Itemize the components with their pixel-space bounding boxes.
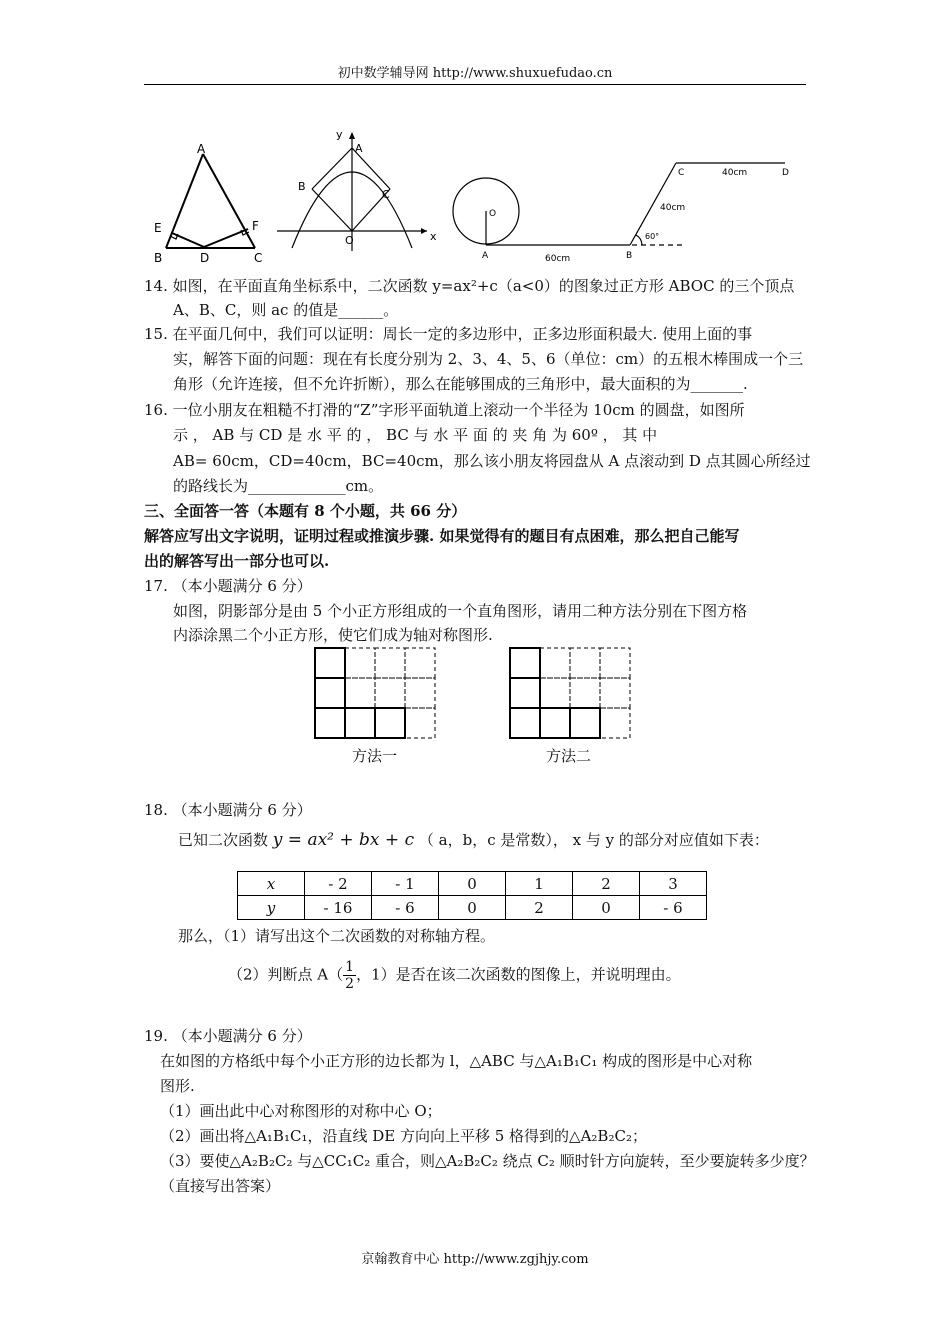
label-b2: B [298, 180, 306, 193]
table-cell: x [238, 872, 305, 896]
table-cell: - 6 [640, 896, 707, 920]
table-row-y [238, 896, 707, 920]
fraction-denominator: 2 [345, 976, 355, 992]
q19-line2: 图形. [160, 1077, 195, 1095]
q19-head: 19. （本小题满分 6 分） [144, 1027, 312, 1045]
table-cell: 1 [506, 872, 573, 896]
label-angle: 60° [645, 232, 660, 241]
table-cell: - 16 [305, 896, 372, 920]
q16-line4: 的路线长为_____________cm。 [173, 477, 384, 495]
fraction-numerator: 1 [345, 959, 355, 975]
q16-line3: AB= 60cm，CD=40cm，BC=40cm，那么该小朋友将园盘从 A 点滚动到 D 点其圆心所经过 [173, 452, 811, 470]
q18-formula: y = ax² + bx + c [272, 830, 415, 850]
label-c: C [254, 251, 263, 265]
q18-intro [178, 829, 769, 851]
table-cell: 2 [573, 872, 640, 896]
grid-method-1 [314, 646, 438, 740]
table-cell: 2 [506, 896, 573, 920]
label-a2: A [355, 142, 363, 155]
xy-value-table [237, 871, 707, 920]
label-o2: O [345, 234, 354, 247]
label-b3: B [626, 251, 633, 261]
q19-part4: （直接写出答案） [160, 1177, 281, 1195]
fraction-one-half [343, 959, 356, 992]
q16-line1: 16. 一位小朋友在粗糙不打滑的“Z”字形平面轨道上滚动一个半径为 10cm 的圆盘，如图所 [144, 401, 745, 419]
page-header: 初中数学辅导网 http://www.shuxuefudao.cn [337, 66, 613, 81]
label-y: y [336, 128, 343, 141]
q14-line1: 14. 如图，在平面直角坐标系中，二次函数 y=ax²+c（a<0）的图象过正方形 ABOC 的三个顶点 [144, 277, 795, 295]
q19-part1: （1）画出此中心对称图形的对称中心 O； [160, 1102, 442, 1120]
page-footer: 京翰教育中心 http://www.zgjhjy.com [361, 1252, 589, 1267]
q18-part2-b: ，1）是否在该二次函数的图像上，并说明理由。 [356, 965, 681, 984]
q18-intro-c: x 与 y 的部分对应值如下表： [572, 831, 769, 849]
table-cell: y [238, 896, 305, 920]
q19-part2: （2）画出将△A₁B₁C₁，沿直线 DE 方向向上平移 5 格得到的△A₂B₂C₂； [160, 1127, 647, 1145]
parabola-figure [272, 126, 442, 256]
label-e: E [154, 221, 162, 235]
label-b: B [154, 251, 163, 265]
q18-intro-b: （ a，b，c 是常数）， [418, 831, 568, 849]
q16-line2: 示 ， AB 与 CD 是 水 平 的 ， BC 与 水 平 面 的 夹 角 为 60º ， 其 中 [173, 426, 658, 444]
label-d: D [200, 251, 210, 265]
label-d3: D [782, 168, 789, 178]
caption-method-2: 方法二 [546, 747, 592, 765]
table-cell: - 2 [305, 872, 372, 896]
table-cell: 0 [439, 872, 506, 896]
table-cell: - 1 [372, 872, 439, 896]
q18-part1: 那么，（1）请写出这个二次函数的对称轴方程。 [178, 927, 496, 945]
label-o3: O [489, 209, 497, 219]
label-ab-length: 60cm [545, 254, 571, 264]
label-a: A [197, 142, 206, 156]
table-cell: 3 [640, 872, 707, 896]
q15-line3: 角形（允许连接，但不允许折断），那么在能够围成的三角形中，最大面积的为_______. [173, 375, 748, 393]
q18-part2 [228, 959, 681, 992]
q19-part3: （3）要使△A₂B₂C₂ 与△CC₁C₂ 重合，则△A₂B₂C₂ 绕点 C₂ 顺时针方向旋转，至少要旋转多少度？ [160, 1152, 815, 1170]
label-f: F [252, 219, 259, 233]
grid-method-2 [509, 646, 633, 740]
caption-method-1: 方法一 [352, 747, 398, 765]
table-cell: 0 [439, 896, 506, 920]
q15-line1: 15. 在平面几何中，我们可以证明：周长一定的多边形中，正多边形面积最大. 使用上面的事 [144, 325, 753, 343]
label-a3: A [482, 251, 489, 261]
q17-line2: 内添涂黑二个小正方形，使它们成为轴对称图形. [173, 626, 493, 644]
table-cell: - 6 [372, 896, 439, 920]
header-rule [144, 84, 806, 85]
q15-line2: 实，解答下面的问题：现在有长度分别为 2、3、4、5、6（单位：cm）的五根木棒围成一个三 [173, 350, 804, 368]
label-c3: C [678, 168, 685, 178]
label-x: x [430, 230, 437, 243]
label-cd-length: 40cm [722, 168, 748, 178]
section3-title: 三、全面答一答（本题有 8 个小题，共 66 分） [144, 502, 467, 520]
table-cell: 0 [573, 896, 640, 920]
label-bc-length: 40cm [660, 203, 686, 213]
q18-head: 18. （本小题满分 6 分） [144, 801, 312, 819]
track-figure [450, 155, 795, 265]
q18-intro-a: 已知二次函数 [178, 831, 269, 849]
q18-part2-a: （2）判断点 A（ [228, 965, 344, 984]
triangle-figure [148, 140, 268, 268]
q17-line1: 如图，阴影部分是由 5 个小正方形组成的一个直角图形，请用二种方法分别在下图方格 [173, 602, 748, 620]
label-c2: C [382, 188, 390, 201]
section3-note-line1: 解答应写出文字说明，证明过程或推演步骤. 如果觉得有的题目有点困难，那么把自己能写 [144, 527, 740, 545]
table-row-x [238, 872, 707, 896]
q14-line2: A、B、C，则 ac 的值是______。 [173, 301, 399, 319]
section3-note-line2: 出的解答写出一部分也可以. [144, 552, 330, 570]
q19-line1: 在如图的方格纸中每个小正方形的边长都为 l，△ABC 与△A₁B₁C₁ 构成的图形是中心对称 [160, 1052, 753, 1070]
q17-head: 17. （本小题满分 6 分） [144, 577, 312, 595]
